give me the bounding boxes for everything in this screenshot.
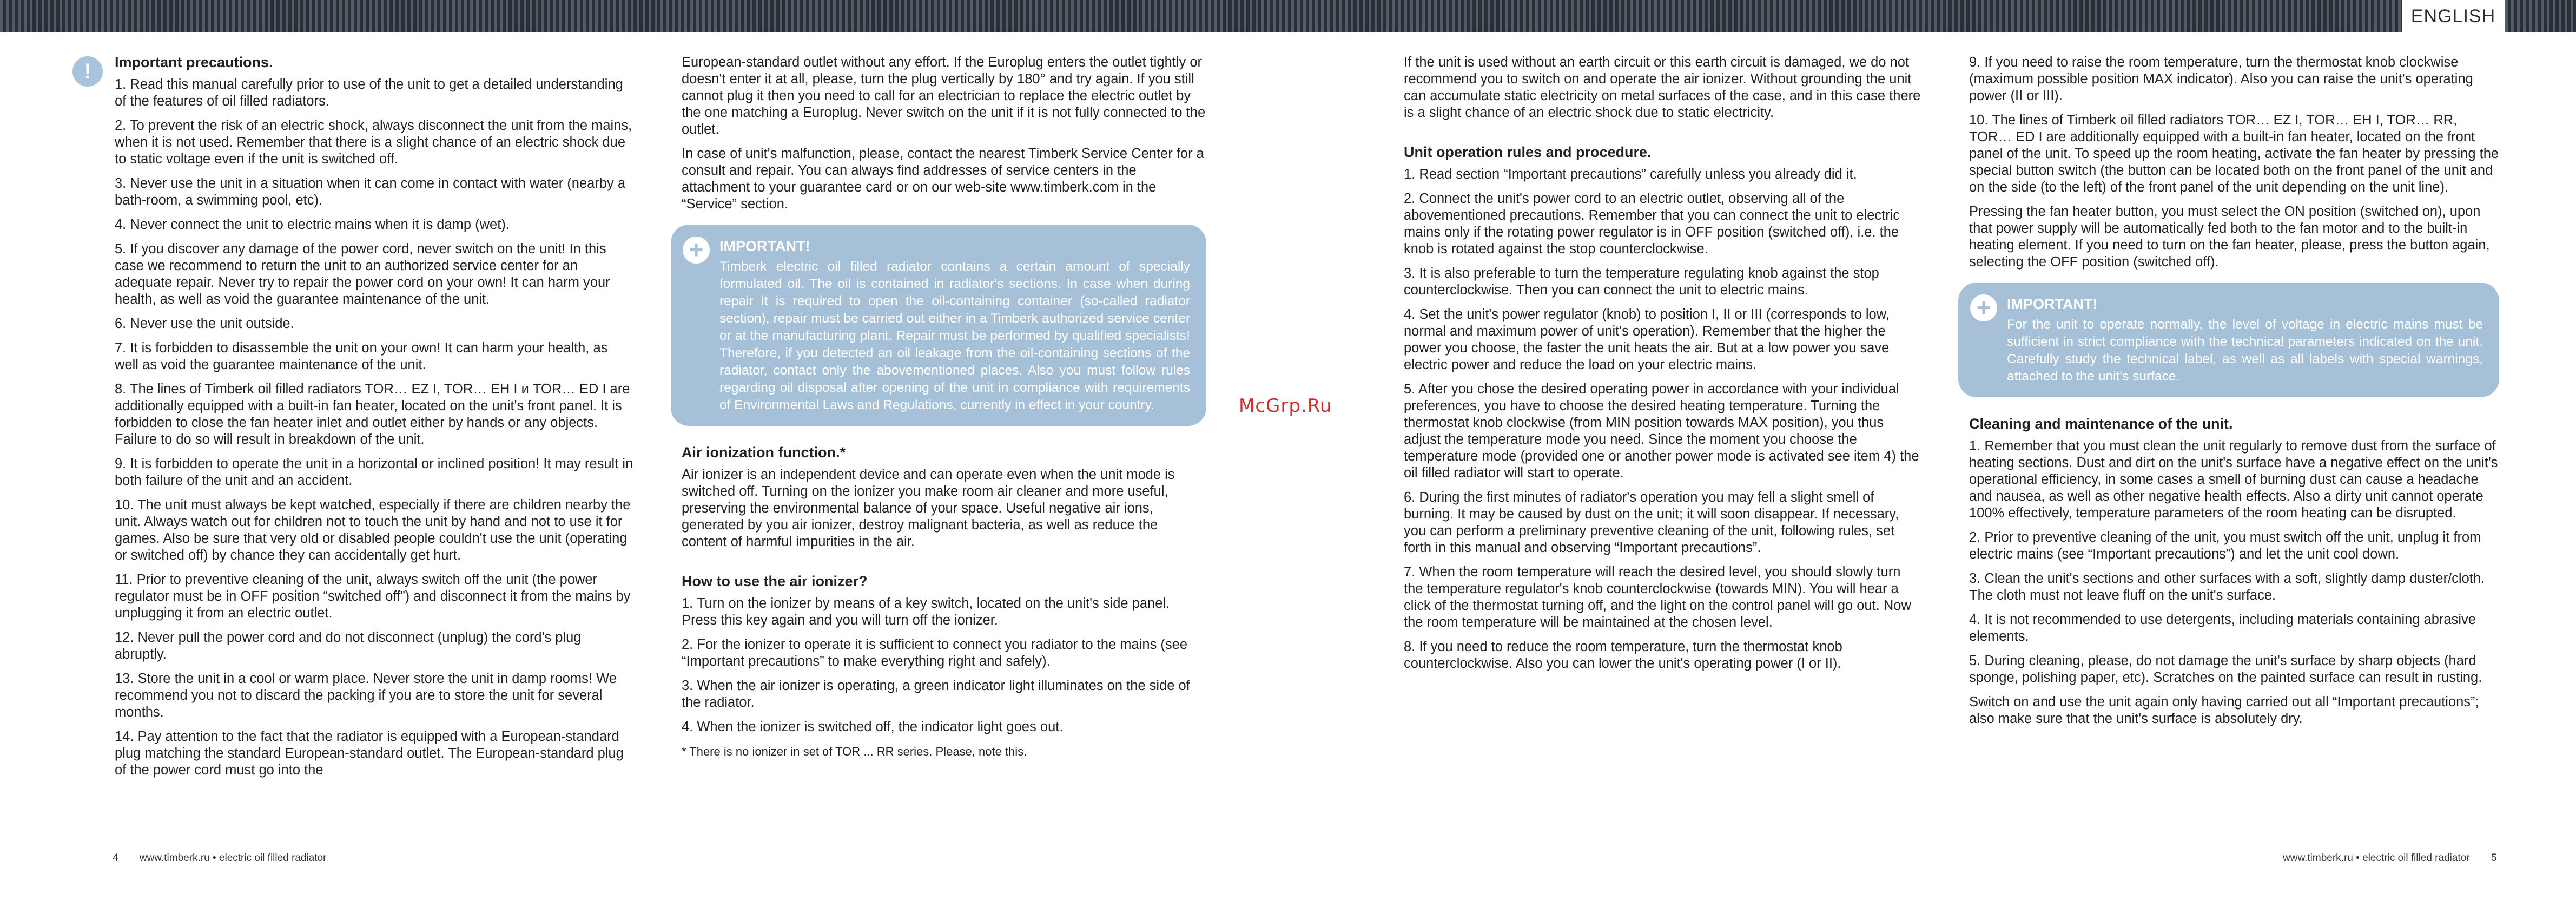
paragraph: European-standard outlet without any effort. If the Europlug enters the outlet tightly or doesn't enter it at all, please, turn the plug vertically by 180° and try again. If you still cannot plug it then you need to call for an electrician to replace the electric outlet by the one matching a Europlug. Never switch on the unit if it is not fully connected to the outlet.	[682, 55, 1206, 137]
paragraph: 2. Connect the unit's power cord to an electric outlet, observing all of the abovementioned precautions. Remember that you can connect the unit to electric mains only if the rotating power regulator is in OFF position (switched off), i.e. the knob is rotated against the stop counterclockwise.	[1404, 191, 1900, 257]
paragraph: 7. It is forbidden to disassemble the unit on your own! It can harm your health, as well as void the guarantee maintenance of the unit.	[115, 340, 608, 372]
note-title: IMPORTANT!	[719, 238, 810, 254]
paragraph: 11. Prior to preventive cleaning of the unit, always switch off the unit (the power regulator must be in OFF position “switched off”) and disconnect it from the mains by unplugging it from an electric outlet.	[115, 572, 631, 621]
note-text: For the unit to operate normally, the level of voltage in electric mains must be sufficient in strict compliance with the technical parameters indicated on the unit. Carefully study the technical label, as well as all labels with special warnings, attached to the unit's surface.	[2007, 317, 2483, 384]
paragraph: 14. Pay attention to the fact that the radiator is equipped with a European-standard plug matching the standard European-standard outlet. The European-standard plug of the power cord must go into the	[115, 729, 624, 778]
paragraph: 6. Never use the unit outside.	[115, 316, 294, 331]
paragraph: 10. The lines of Timberk oil filled radiators TOR… EZ I, TOR… EH I, TOR… RR, TOR… ED I are additionally equipped with a built-in fan heater, located on the front panel of the unit. To speed up the room heating, activate the fan heater by pressing the special button switch (the button can be located both on the front panel of the unit and on the side (to the left) of the front panel of the unit depending on the unit line).	[1969, 113, 2499, 195]
paragraph: 1. Read this manual carefully prior to use of the unit to get a detailed understanding of the features of oil filled radiators.	[115, 77, 623, 109]
column-operation-rules	[1404, 54, 1923, 680]
plus-icon: +	[683, 237, 710, 264]
section-title-air-ionization: Air ionization function.*	[682, 444, 846, 461]
note-text: Timberk electric oil filled radiator contains a certain amount of specially formulated oil. The oil is contained in radiator's sections. In case when during repair it is required to open the oil-containing container (so-called radiator section), repair must be carried out either in a Timberk authorized service center or at the manufacturing plant. Repair must be performed by qualified specialists! Therefore, if you detected an oil leakage from the oil-containing sections of the radiator, contact only the abovementioned places. Also you must follow rules regarding oil disposal after opening of the unit in compliance with requirements of Environmental Laws and Regulations, currently in effect in your country.	[719, 259, 1190, 412]
paragraph: 12. Never pull the power cord and do not disconnect (unplug) the cord's plug abruptly.	[115, 630, 582, 662]
column-important-precautions	[115, 54, 634, 786]
footer-left	[94, 852, 326, 864]
paragraph: 1. Turn on the ionizer by means of a key switch, located on the unit's side panel. Press this key again and you will turn off the ionizer.	[682, 596, 1170, 628]
plus-icon: +	[1970, 294, 1997, 321]
important-note-oil	[671, 225, 1206, 426]
section-title-operation: Unit operation rules and procedure.	[1404, 144, 1652, 160]
column-ionization	[682, 54, 1206, 767]
paragraph: 9. It is forbidden to operate the unit in a horizontal or inclined position! It may result in both failure of the unit and an accident.	[115, 456, 633, 488]
paragraph: 3. When the air ionizer is operating, a green indicator light illuminates on the side of the radiator.	[682, 678, 1190, 710]
section-title-how-to-use-ionizer: How to use the air ionizer?	[682, 573, 868, 589]
paragraph: 2. To prevent the risk of an electric shock, always disconnect the unit from the mains, when it is not used. Remember that there is a slight chance of an electric shock due to static voltage even if the unit is switched off.	[115, 118, 632, 167]
important-note-voltage	[1958, 283, 2499, 397]
paragraph: 8. If you need to reduce the room temperature, turn the thermostat knob counterclockwise. Also you can lower the unit's operating power (I or II).	[1404, 639, 1842, 671]
paragraph: 6. During the first minutes of radiator's operation you may fell a slight smell of burning. It may be caused by dust on the unit; it will soon disappear. If necessary, you can perform a preliminary preventive cleaning of the unit, following rules, set forth in this manual and observing “Important precautions”.	[1404, 490, 1899, 555]
paragraph: 2. For the ionizer to operate it is sufficient to connect you radiator to the mains (see “Important precautions” to make everything right and safely).	[682, 637, 1188, 669]
exclamation-icon: !	[72, 56, 103, 87]
footer-text-right: www.timberk.ru • electric oil filled radiator	[2283, 852, 2470, 864]
column-cleaning	[1969, 54, 2499, 735]
paragraph: 4. Never connect the unit to electric mains when it is damp (wet).	[115, 217, 510, 232]
section-title-precautions: Important precautions.	[115, 54, 273, 70]
footer-right	[2283, 852, 2515, 864]
section-title-cleaning: Cleaning and maintenance of the unit.	[1969, 416, 2233, 432]
paragraph: 1. Remember that you must clean the unit regularly to remove dust from the surface of heating sections. Dust and dirt on the unit's surface have a negative effect on the unit's operational efficiency, in some cases a smell of burning dust can cause a headache and nausea, as well as other negative health effects. Also a dirty unit cannot operate 100% effectively, temperature parameters of the room heating can be disrupted.	[1969, 438, 2498, 521]
note-title: IMPORTANT!	[2007, 296, 2098, 312]
paragraph: Air ionizer is an independent device and can operate even when the unit mode is switched off. Turning on the ionizer you make room air cleaner and more useful, preserving the environmental balance of your space. Useful negative air ions, generated by you air ionizer, destroy malignant bacteria, as well as reduce the content of harmful impurities in the air.	[682, 467, 1175, 549]
paragraph: 7. When the room temperature will reach the desired level, you should slowly turn the temperature regulator's knob counterclockwise (towards MIN). You will hear a click of the thermostat turning off, and the light on the control panel will go out. Now the room temperature will be maintained at the chosen level.	[1404, 564, 1911, 630]
paragraph: In case of unit's malfunction, please, contact the nearest Timberk Service Center for a consult and repair. You can always find addresses of service centers in the attachment to your guarantee card or on our web-site www.timberk.com in the “Service” section.	[682, 146, 1204, 212]
paragraph: 8. The lines of Timberk oil filled radiators TOR… EZ I, TOR… EH I и TOR… ED I are additionally equipped with a built-in fan heater, located on the unit's front panel. It is forbidden to close the fan heater inlet and outlet either by hands or any objects. Failure to do so will result in breakdown of the unit.	[115, 382, 630, 447]
page-number-right: 5	[2491, 852, 2497, 864]
watermark: McGrp.Ru	[1239, 395, 1332, 417]
paragraph: 13. Store the unit in a cool or warm place. Never store the unit in damp rooms! We recommend you not to discard the packing if you are to store the unit for several months.	[115, 671, 617, 720]
paragraph: 4. When the ionizer is switched off, the indicator light goes out.	[682, 719, 1064, 734]
top-decorative-bar	[0, 0, 2576, 32]
paragraph: 3. Clean the unit's sections and other surfaces with a soft, slightly damp duster/cloth. The cloth must not leave fluff on the unit's surface.	[1969, 571, 2485, 603]
paragraph: 2. Prior to preventive cleaning of the unit, you must switch off the unit, unplug it from electric mains (see “Important precautions”) and let the unit cool down.	[1969, 530, 2481, 562]
paragraph: 1. Read section “Important precautions” carefully unless you already did it.	[1404, 167, 1857, 182]
paragraph: Switch on and use the unit again only having carried out all “Important precautions”; also make sure that the unit's surface is absolutely dry.	[1969, 694, 2479, 726]
paragraph: 3. Never use the unit in a situation when it can come in contact with water (nearby a bath-room, a swimming pool, etc).	[115, 176, 625, 208]
paragraph: If the unit is used without an earth circuit or this earth circuit is damaged, we do not recommend you to switch on and operate the air ionizer. Without grounding the unit can accumulate static electricity on metal surfaces of the case, and in this case there is a slight chance of an electric shock due to static electricity.	[1404, 55, 1921, 120]
footnote: * There is no ionizer in set of TOR ... RR series. Please, note this.	[682, 745, 1027, 758]
paragraph: 4. Set the unit's power regulator (knob) to position I, II or III (corresponds to low, normal and maximum power of unit's operation). Remember that the higher the power you choose, the faster the unit heats the air. But at a low power you save electric power and reduce the load on your electric mains.	[1404, 307, 1890, 372]
paragraph: 5. After you chose the desired operating power in accordance with your individual preferences, you have to choose the desired heating temperature. Turning the thermostat knob clockwise (from MIN position towards MAX position), you thus adjust the temperature mode you need. Since the moment you choose the temperature mode (provided one or another power mode is activated see item 4) the oil filled radiator will start to operate.	[1404, 382, 1919, 481]
paragraph: 10. The unit must always be kept watched, especially if there are children nearby the unit. Always watch out for children not to touch the unit by hand and not to use it for games. Also be sure that very old or disabled people couldn't use the unit (operating or switched off) by chance they can accidentally get hurt.	[115, 497, 631, 563]
paragraph: Pressing the fan heater button, you must select the ON position (switched on), upon that power supply will be automatically fed both to the fan motor and to the built-in heating element. If you need to turn on the fan heater, please, press the button again, selecting the OFF position (switched off).	[1969, 204, 2490, 270]
paragraph: 4. It is not recommended to use detergents, including materials containing abrasive elements.	[1969, 612, 2476, 644]
language-tab: ENGLISH	[2402, 0, 2505, 32]
paragraph: 5. If you discover any damage of the power cord, never switch on the unit! In this case we recommend to return the unit to an authorized service center for an adequate repair. Never try to repair the power cord on your own! It can harm your health, as well as void the guarantee maintenance of the unit.	[115, 241, 610, 307]
page-number-left: 4	[113, 852, 118, 864]
paragraph: 3. It is also preferable to turn the temperature regulating knob against the stop counterclockwise. Then you can connect the unit to electric mains.	[1404, 266, 1879, 298]
paragraph: 5. During cleaning, please, do not damage the unit's surface by sharp objects (hard sponge, polishing paper, etc). Scratches on the painted surface can result in rusting.	[1969, 653, 2482, 685]
paragraph: 9. If you need to raise the room temperature, turn the thermostat knob clockwise (maximum possible position MAX indicator). Also you can raise the unit's operating power (II or III).	[1969, 55, 2473, 103]
footer-text-left: www.timberk.ru • electric oil filled radiator	[139, 852, 327, 864]
